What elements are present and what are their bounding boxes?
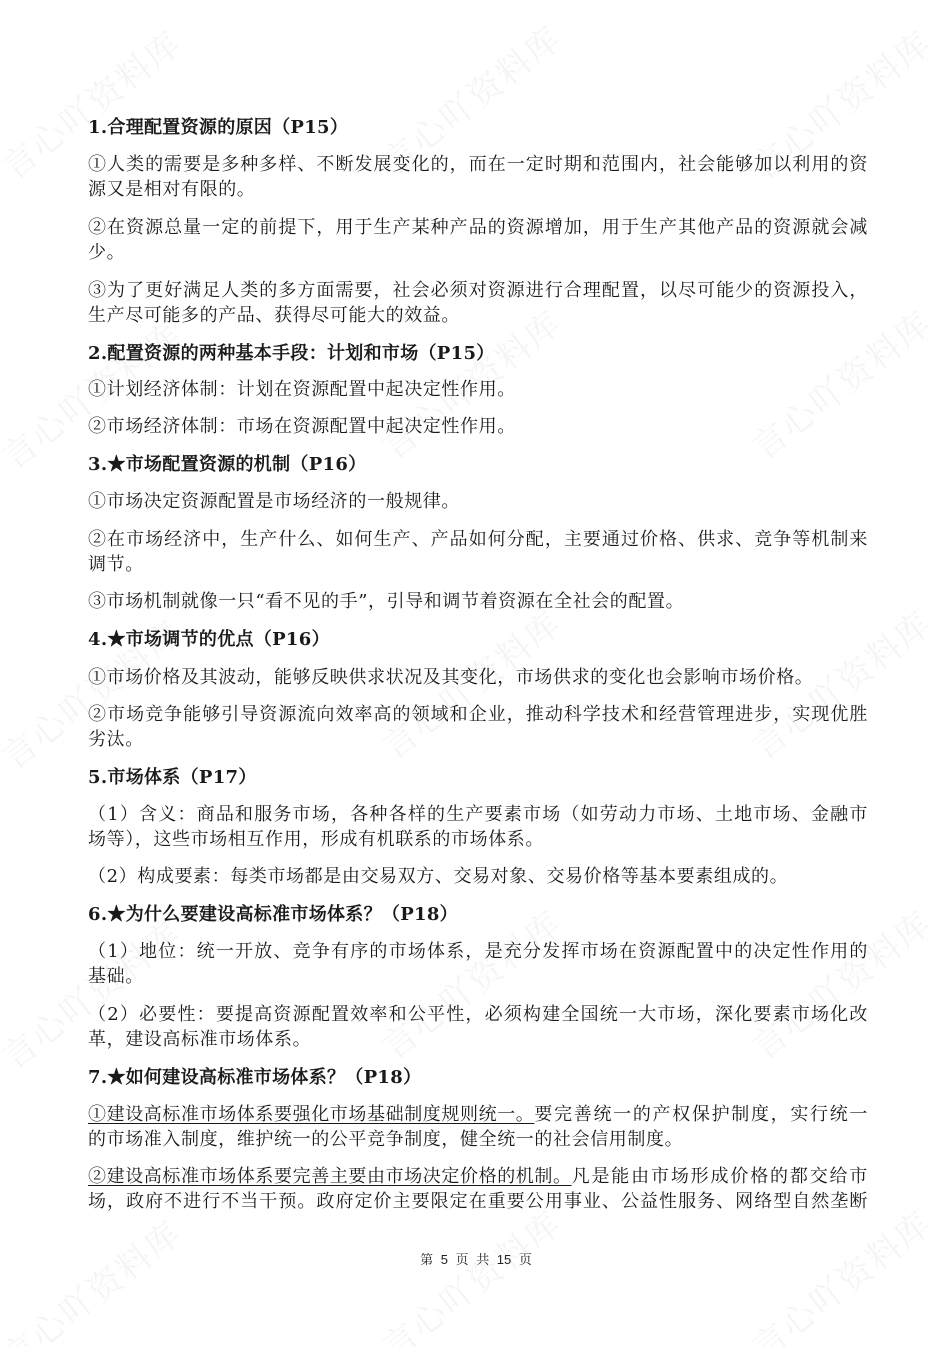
paragraph-line: 调节。	[88, 554, 144, 575]
paragraph-line: （2）构成要素：每类市场都是由交易双方、交易对象、交易价格等基本要素组成的。	[88, 866, 789, 887]
paragraph-line: ①计划经济体制：计划在资源配置中起决定性作用。	[88, 379, 516, 400]
paragraph-line: 少。	[88, 242, 126, 263]
paragraph-line: ①人类的需要是多种多样、不断发展变化的，而在一定时期和范围内，社会能够加以利用的资	[88, 154, 868, 175]
paragraph-line: （1）地位：统一开放、竞争有序的市场体系，是充分发挥市场在资源配置中的决定性作用的	[88, 941, 868, 962]
paragraph-line: ③为了更好满足人类的多方面需要，社会必须对资源进行合理配置，以尽可能少的资源投入，	[88, 280, 868, 301]
paragraph-line: ②市场竞争能够引导资源流向效率高的领域和企业，推动科学技术和经营管理进步，实现优胜	[88, 704, 868, 725]
section-heading-5: 5.市场体系（P17）	[88, 767, 257, 788]
paragraph-line	[88, 1103, 868, 1127]
paragraph-line: ②在市场经济中，生产什么、如何生产、产品如何分配，主要通过价格、供求、竞争等机制来	[88, 529, 868, 550]
paragraph-line: 劣汰。	[88, 729, 144, 750]
paragraph-text: 凡是能由市场形成价格的都交给市	[571, 1166, 868, 1187]
section-heading-7: 7.★如何建设高标准市场体系？（P18）	[88, 1067, 422, 1088]
paragraph-line: ①市场决定资源配置是市场经济的一般规律。	[88, 491, 460, 512]
paragraph-line: 场等），这些市场相互作用，形成有机联系的市场体系。	[88, 829, 544, 850]
watermark	[0, 907, 190, 1079]
key-point-underlined: ①建设高标准市场体系要强化市场基础制度规则统一。	[88, 1104, 535, 1125]
paragraph-line: ②市场经济体制：市场在资源配置中起决定性作用。	[88, 416, 516, 437]
paragraph-line: 革，建设高标准市场体系。	[88, 1029, 312, 1050]
paragraph-line: ①市场价格及其波动，能够反映供求状况及其变化，市场供求的变化也会影响市场价格。	[88, 667, 814, 688]
section-heading-3: 3.★市场配置资源的机制（P16）	[88, 454, 367, 475]
key-point-underlined: ②建设高标准市场体系要完善主要由市场决定价格的机制。	[88, 1166, 572, 1187]
paragraph-line: （2）必要性：要提高资源配置效率和公平性，必须构建全国统一大市场，深化要素市场化改	[88, 1004, 868, 1025]
section-heading-6: 6.★为什么要建设高标准市场体系？（P18）	[88, 904, 458, 925]
paragraph-line: 生产尽可能多的产品、获得尽可能大的效益。	[88, 305, 460, 326]
paragraph-line: 的市场准入制度，维护统一的公平竞争制度，健全统一的社会信用制度。	[88, 1129, 684, 1150]
section-heading-1: 1.合理配置资源的原因（P15）	[88, 117, 349, 138]
watermark	[740, 1197, 940, 1347]
paragraph-line: ②在资源总量一定的前提下，用于生产某种产品的资源增加，用于生产其他产品的资源就会减	[88, 217, 868, 238]
watermark	[0, 1207, 190, 1347]
watermark	[370, 1197, 570, 1347]
paragraph-line: 源又是相对有限的。	[88, 179, 256, 200]
paragraph-line: （1）含义：商品和服务市场，各种各样的生产要素市场（如劳动力市场、土地市场、金融市	[88, 804, 868, 825]
paragraph-line	[88, 1165, 868, 1189]
paragraph-line: 场，政府不进行不当干预。政府定价主要限定在重要公用事业、公益性服务、网络型自然垄断	[88, 1191, 868, 1212]
section-heading-4: 4.★市场调节的优点（P16）	[88, 629, 330, 650]
paragraph-text: 要完善统一的产权保护制度，实行统一	[534, 1104, 868, 1125]
paragraph-line: ③市场机制就像一只“看不见的手”，引导和调节着资源在全社会的配置。	[88, 591, 685, 612]
page-number-footer: 第 5 页 共 15 页	[420, 1252, 532, 1267]
section-heading-2: 2.配置资源的两种基本手段：计划和市场（P15）	[88, 343, 495, 364]
paragraph-line: 基础。	[88, 966, 144, 987]
